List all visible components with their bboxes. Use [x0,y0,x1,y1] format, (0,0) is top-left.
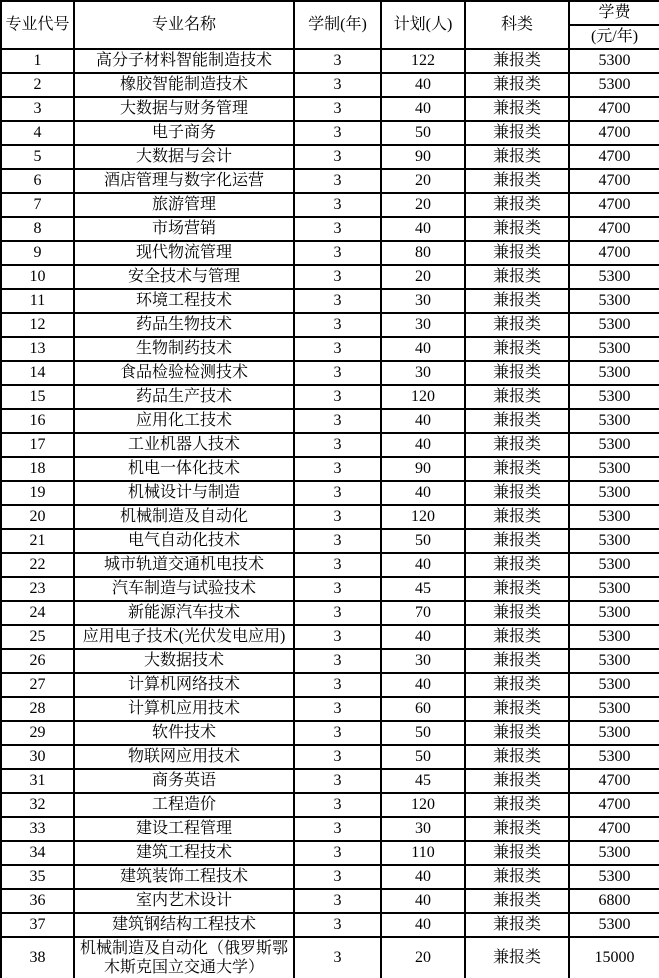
table-row [1,697,659,721]
cell-fee: 4700 [569,169,659,193]
cell-name: 机械制造及自动化（俄罗斯鄂木斯克国立交通大学） [74,937,294,978]
cell-fee: 4700 [569,217,659,241]
table-row [1,937,659,978]
cell-years: 3 [294,97,381,121]
cell-fee: 5300 [569,529,659,553]
cell-years: 3 [294,649,381,673]
cell-category: 兼报类 [465,841,569,865]
cell-years: 3 [294,721,381,745]
cell-plan: 40 [381,337,465,361]
column-header-major-code: 专业代号 [1,1,74,49]
cell-plan: 90 [381,145,465,169]
cell-code: 18 [1,457,74,481]
cell-category: 兼报类 [465,865,569,889]
cell-code: 17 [1,433,74,457]
cell-fee: 5300 [569,577,659,601]
cell-plan: 30 [381,361,465,385]
cell-fee: 5300 [569,721,659,745]
table-row [1,529,659,553]
cell-years: 3 [294,73,381,97]
cell-name: 机械制造及自动化 [74,505,294,529]
cell-name: 高分子材料智能制造技术 [74,49,294,73]
cell-category: 兼报类 [465,169,569,193]
cell-years: 3 [294,793,381,817]
cell-name: 工业机器人技术 [74,433,294,457]
cell-years: 3 [294,169,381,193]
cell-plan: 20 [381,193,465,217]
cell-code: 7 [1,193,74,217]
cell-years: 3 [294,241,381,265]
cell-code: 13 [1,337,74,361]
cell-name: 橡胶智能制造技术 [74,73,294,97]
table-row [1,793,659,817]
cell-years: 3 [294,121,381,145]
cell-name: 建设工程管理 [74,817,294,841]
cell-category: 兼报类 [465,529,569,553]
cell-category: 兼报类 [465,145,569,169]
cell-plan: 40 [381,433,465,457]
cell-fee: 6800 [569,889,659,913]
cell-fee: 4700 [569,145,659,169]
cell-years: 3 [294,841,381,865]
cell-code: 14 [1,361,74,385]
cell-category: 兼报类 [465,265,569,289]
cell-name: 大数据与财务管理 [74,97,294,121]
table-row [1,97,659,121]
table-row [1,313,659,337]
cell-name: 计算机网络技术 [74,673,294,697]
table-row [1,649,659,673]
cell-plan: 110 [381,841,465,865]
cell-plan: 40 [381,673,465,697]
cell-category: 兼报类 [465,649,569,673]
cell-name: 建筑装饰工程技术 [74,865,294,889]
table-row [1,673,659,697]
cell-code: 23 [1,577,74,601]
cell-category: 兼报类 [465,913,569,937]
table-row [1,433,659,457]
cell-code: 10 [1,265,74,289]
cell-name: 电子商务 [74,121,294,145]
cell-plan: 40 [381,913,465,937]
cell-code: 35 [1,865,74,889]
cell-category: 兼报类 [465,241,569,265]
cell-code: 29 [1,721,74,745]
table-body [1,49,659,978]
cell-fee: 4700 [569,793,659,817]
cell-years: 3 [294,409,381,433]
cell-fee: 5300 [569,841,659,865]
table-row [1,385,659,409]
cell-fee: 4700 [569,817,659,841]
cell-fee: 5300 [569,361,659,385]
cell-code: 3 [1,97,74,121]
cell-years: 3 [294,529,381,553]
cell-category: 兼报类 [465,673,569,697]
header-row-top [1,1,659,25]
cell-code: 26 [1,649,74,673]
table-row [1,289,659,313]
cell-years: 3 [294,361,381,385]
cell-years: 3 [294,889,381,913]
table-header [1,1,659,49]
cell-plan: 30 [381,817,465,841]
cell-category: 兼报类 [465,745,569,769]
cell-code: 16 [1,409,74,433]
cell-category: 兼报类 [465,553,569,577]
cell-code: 20 [1,505,74,529]
cell-plan: 30 [381,289,465,313]
cell-code: 1 [1,49,74,73]
table-row [1,505,659,529]
cell-years: 3 [294,913,381,937]
cell-category: 兼报类 [465,481,569,505]
column-header-tuition-top: 学费 [569,1,659,25]
column-header-duration-years: 学制(年) [294,1,381,49]
cell-name: 机械设计与制造 [74,481,294,505]
cell-category: 兼报类 [465,889,569,913]
cell-name: 药品生产技术 [74,385,294,409]
cell-code: 24 [1,601,74,625]
cell-fee: 4700 [569,769,659,793]
cell-plan: 45 [381,577,465,601]
cell-name: 新能源汽车技术 [74,601,294,625]
cell-fee: 5300 [569,49,659,73]
cell-code: 36 [1,889,74,913]
cell-name: 计算机应用技术 [74,697,294,721]
cell-name: 应用化工技术 [74,409,294,433]
cell-code: 32 [1,793,74,817]
cell-years: 3 [294,49,381,73]
cell-plan: 122 [381,49,465,73]
table-row [1,49,659,73]
table-row [1,865,659,889]
cell-plan: 40 [381,889,465,913]
cell-years: 3 [294,457,381,481]
cell-plan: 40 [381,625,465,649]
cell-code: 11 [1,289,74,313]
cell-plan: 40 [381,217,465,241]
cell-plan: 40 [381,409,465,433]
cell-name: 工程造价 [74,793,294,817]
cell-plan: 30 [381,649,465,673]
cell-code: 38 [1,937,74,978]
cell-years: 3 [294,553,381,577]
cell-category: 兼报类 [465,721,569,745]
cell-fee: 5300 [569,433,659,457]
column-header-major-name: 专业名称 [74,1,294,49]
cell-years: 3 [294,865,381,889]
cell-plan: 90 [381,457,465,481]
cell-category: 兼报类 [465,313,569,337]
cell-name: 室内艺术设计 [74,889,294,913]
cell-years: 3 [294,433,381,457]
table-row [1,409,659,433]
cell-fee: 4700 [569,97,659,121]
cell-category: 兼报类 [465,289,569,313]
cell-name: 旅游管理 [74,193,294,217]
table-row [1,625,659,649]
table-row [1,745,659,769]
cell-years: 3 [294,937,381,978]
cell-years: 3 [294,745,381,769]
cell-name: 生物制药技术 [74,337,294,361]
cell-plan: 40 [381,73,465,97]
table-row [1,73,659,97]
table-row [1,361,659,385]
cell-plan: 50 [381,745,465,769]
table-row [1,121,659,145]
cell-fee: 15000 [569,937,659,978]
cell-code: 22 [1,553,74,577]
cell-code: 31 [1,769,74,793]
cell-years: 3 [294,817,381,841]
cell-fee: 5300 [569,313,659,337]
cell-code: 28 [1,697,74,721]
cell-name: 市场营销 [74,217,294,241]
cell-name: 大数据与会计 [74,145,294,169]
cell-category: 兼报类 [465,697,569,721]
cell-name: 酒店管理与数字化运营 [74,169,294,193]
cell-years: 3 [294,337,381,361]
column-header-category: 科类 [465,1,569,49]
cell-name: 建筑工程技术 [74,841,294,865]
cell-years: 3 [294,697,381,721]
cell-name: 环境工程技术 [74,289,294,313]
cell-name: 现代物流管理 [74,241,294,265]
cell-fee: 5300 [569,913,659,937]
cell-category: 兼报类 [465,337,569,361]
table-row [1,193,659,217]
cell-plan: 40 [381,553,465,577]
table-row [1,889,659,913]
cell-plan: 20 [381,937,465,978]
column-header-planned-students: 计划(人) [381,1,465,49]
cell-fee: 5300 [569,649,659,673]
cell-fee: 5300 [569,697,659,721]
cell-plan: 80 [381,241,465,265]
cell-plan: 50 [381,529,465,553]
table-row [1,145,659,169]
cell-category: 兼报类 [465,193,569,217]
cell-fee: 4700 [569,241,659,265]
cell-category: 兼报类 [465,601,569,625]
cell-years: 3 [294,385,381,409]
cell-category: 兼报类 [465,625,569,649]
table-row [1,265,659,289]
table-row [1,769,659,793]
cell-years: 3 [294,313,381,337]
table-row [1,241,659,265]
cell-fee: 5300 [569,553,659,577]
cell-years: 3 [294,577,381,601]
cell-years: 3 [294,289,381,313]
cell-category: 兼报类 [465,817,569,841]
cell-fee: 5300 [569,601,659,625]
cell-fee: 5300 [569,673,659,697]
cell-code: 27 [1,673,74,697]
cell-code: 8 [1,217,74,241]
cell-plan: 40 [381,97,465,121]
table-row [1,841,659,865]
cell-fee: 5300 [569,385,659,409]
cell-category: 兼报类 [465,385,569,409]
cell-category: 兼报类 [465,49,569,73]
cell-plan: 20 [381,265,465,289]
cell-code: 21 [1,529,74,553]
cell-category: 兼报类 [465,577,569,601]
cell-fee: 5300 [569,409,659,433]
cell-category: 兼报类 [465,937,569,978]
table-row [1,913,659,937]
cell-code: 2 [1,73,74,97]
cell-category: 兼报类 [465,97,569,121]
cell-code: 4 [1,121,74,145]
cell-name: 软件技术 [74,721,294,745]
cell-category: 兼报类 [465,769,569,793]
cell-years: 3 [294,505,381,529]
cell-plan: 40 [381,865,465,889]
cell-category: 兼报类 [465,793,569,817]
cell-fee: 4700 [569,193,659,217]
cell-name: 汽车制造与试验技术 [74,577,294,601]
cell-years: 3 [294,625,381,649]
table-row [1,337,659,361]
cell-plan: 30 [381,313,465,337]
table-row [1,457,659,481]
column-header-tuition-unit: (元/年) [569,25,659,49]
cell-code: 25 [1,625,74,649]
cell-name: 大数据技术 [74,649,294,673]
cell-years: 3 [294,601,381,625]
cell-name: 机电一体化技术 [74,457,294,481]
table-row [1,553,659,577]
cell-name: 应用电子技术(光伏发电应用) [74,625,294,649]
cell-fee: 5300 [569,625,659,649]
cell-years: 3 [294,217,381,241]
cell-fee: 4700 [569,121,659,145]
cell-name: 商务英语 [74,769,294,793]
table-row [1,817,659,841]
cell-category: 兼报类 [465,433,569,457]
cell-code: 30 [1,745,74,769]
cell-fee: 5300 [569,745,659,769]
cell-years: 3 [294,673,381,697]
cell-fee: 5300 [569,73,659,97]
table-row [1,481,659,505]
table-row [1,721,659,745]
cell-name: 食品检验检测技术 [74,361,294,385]
cell-category: 兼报类 [465,121,569,145]
cell-plan: 20 [381,169,465,193]
cell-fee: 5300 [569,289,659,313]
cell-name: 物联网应用技术 [74,745,294,769]
cell-category: 兼报类 [465,505,569,529]
cell-code: 33 [1,817,74,841]
cell-plan: 70 [381,601,465,625]
cell-name: 药品生物技术 [74,313,294,337]
cell-plan: 50 [381,121,465,145]
cell-category: 兼报类 [465,457,569,481]
cell-name: 城市轨道交通机电技术 [74,553,294,577]
cell-years: 3 [294,145,381,169]
cell-years: 3 [294,193,381,217]
cell-fee: 5300 [569,505,659,529]
cell-plan: 45 [381,769,465,793]
cell-category: 兼报类 [465,361,569,385]
cell-code: 19 [1,481,74,505]
cell-plan: 120 [381,793,465,817]
cell-plan: 40 [381,481,465,505]
cell-plan: 50 [381,721,465,745]
cell-name: 电气自动化技术 [74,529,294,553]
cell-plan: 120 [381,385,465,409]
cell-code: 5 [1,145,74,169]
cell-category: 兼报类 [465,73,569,97]
cell-years: 3 [294,481,381,505]
cell-code: 15 [1,385,74,409]
cell-code: 12 [1,313,74,337]
cell-fee: 5300 [569,337,659,361]
cell-fee: 5300 [569,865,659,889]
cell-code: 34 [1,841,74,865]
table-row [1,601,659,625]
cell-category: 兼报类 [465,409,569,433]
table-row [1,169,659,193]
cell-fee: 5300 [569,265,659,289]
cell-category: 兼报类 [465,217,569,241]
cell-code: 9 [1,241,74,265]
table-row [1,577,659,601]
cell-name: 安全技术与管理 [74,265,294,289]
cell-years: 3 [294,769,381,793]
cell-fee: 5300 [569,481,659,505]
cell-code: 6 [1,169,74,193]
cell-years: 3 [294,265,381,289]
cell-plan: 120 [381,505,465,529]
cell-name: 建筑钢结构工程技术 [74,913,294,937]
cell-fee: 5300 [569,457,659,481]
cell-code: 37 [1,913,74,937]
cell-plan: 60 [381,697,465,721]
table-row [1,217,659,241]
